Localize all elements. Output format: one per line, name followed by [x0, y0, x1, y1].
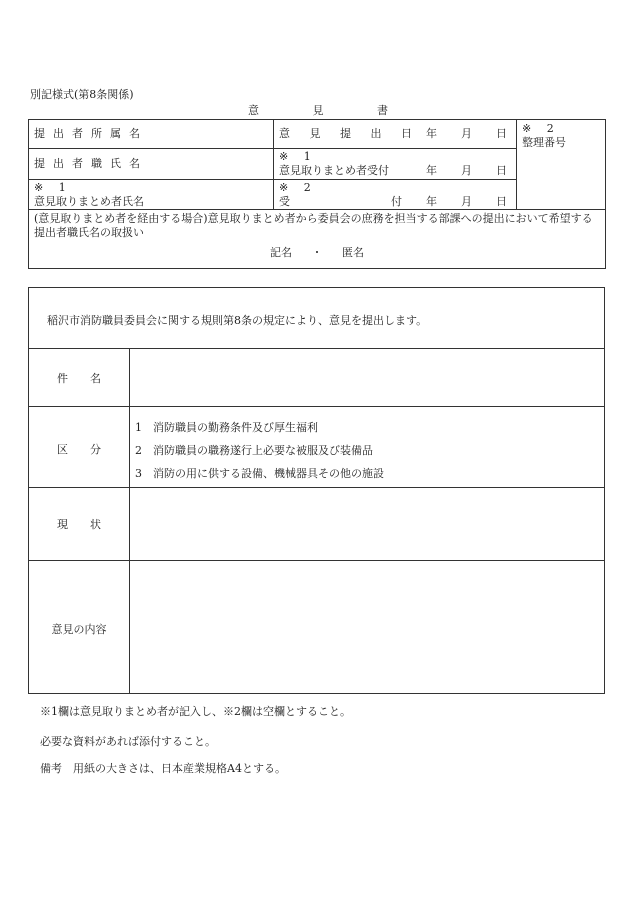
handling-choice[interactable] [34, 246, 600, 260]
subject-label: 件 名 [57, 372, 101, 385]
current-state-field[interactable] [130, 488, 604, 560]
received-label-right: 付 [391, 194, 402, 208]
coordinator-name-label: 意見取りまとめ者氏名 [34, 194, 144, 208]
coordinator-received-label: 意見取りまとめ者受付 [279, 164, 389, 177]
title-char: 書 [377, 104, 388, 117]
title-char: 見 [312, 104, 324, 117]
note-2: 必要な資料があれば添付すること。 [40, 735, 216, 748]
note1-mark: ※ 1 [279, 150, 317, 163]
category-item[interactable]: 2 消防職員の職務遂行上必要な被服及び装備品 [135, 444, 373, 457]
header-table [28, 119, 606, 269]
signed-option[interactable]: 記名 [270, 246, 292, 259]
month-unit: 月 [461, 164, 472, 177]
category-label: 区 分 [57, 443, 101, 456]
day-unit: 日 [496, 127, 507, 140]
note-1: ※1欄は意見取りまとめ者が記入し、※2欄は空欄とすること。 [40, 705, 351, 718]
reference-number-label: 整理番号 [522, 136, 566, 149]
current-state-label: 現 状 [57, 518, 101, 531]
subject-field[interactable] [130, 349, 604, 406]
received-cell[interactable] [274, 180, 517, 210]
note2-mark: ※ 2 [522, 122, 560, 135]
submitter-dept-label: 提出者所属名 [29, 120, 274, 149]
note2-mark: ※ 2 [279, 180, 317, 194]
received-label-left: 受 [279, 194, 290, 208]
category-item[interactable]: 3 消防の用に供する設備、機械器具その他の施設 [135, 467, 384, 480]
category-item[interactable]: 1 消防職員の勤務条件及び厚生福利 [135, 421, 318, 434]
opinion-content-field[interactable] [130, 561, 604, 693]
year-unit: 年 [426, 127, 437, 140]
document-title [248, 102, 388, 118]
anonymous-option[interactable]: 匿名 [342, 246, 364, 259]
handling-text: (意見取りまとめ者を経由する場合)意見取りまとめ者から委員会の庶務を担当する部課への提出において希望する提出者職氏名の取扱い [34, 212, 593, 239]
reference-number-cell[interactable] [517, 120, 606, 210]
note-3: 備考 用紙の大きさは、日本産業規格A4とする。 [40, 762, 286, 775]
title-char: 意 [248, 104, 259, 117]
row-divider [29, 406, 604, 407]
intro-text: 稲沢市消防職員委員会に関する規則第8条の規定により、意見を提出します。 [47, 314, 428, 327]
note1-mark: ※ 1 [34, 180, 72, 194]
month-unit: 月 [461, 194, 472, 208]
submission-date-cell[interactable] [274, 120, 517, 149]
year-unit: 年 [426, 164, 437, 177]
category-list [135, 416, 384, 485]
year-unit: 年 [426, 194, 437, 208]
submitter-name-label: 提出者職氏名 [29, 149, 274, 180]
day-unit: 日 [496, 194, 507, 208]
separator-dot: ・ [311, 246, 323, 259]
submission-date-label: 意 見 提 出 日 [279, 127, 420, 140]
coordinator-name-cell[interactable] [29, 180, 274, 210]
handling-cell [29, 210, 606, 269]
form-caption: 別記様式(第8条関係) [30, 88, 134, 101]
opinion-form [28, 287, 605, 694]
opinion-content-label: 意見の内容 [51, 623, 107, 636]
coordinator-received-cell[interactable] [274, 149, 517, 180]
month-unit: 月 [461, 127, 472, 140]
day-unit: 日 [496, 164, 507, 177]
